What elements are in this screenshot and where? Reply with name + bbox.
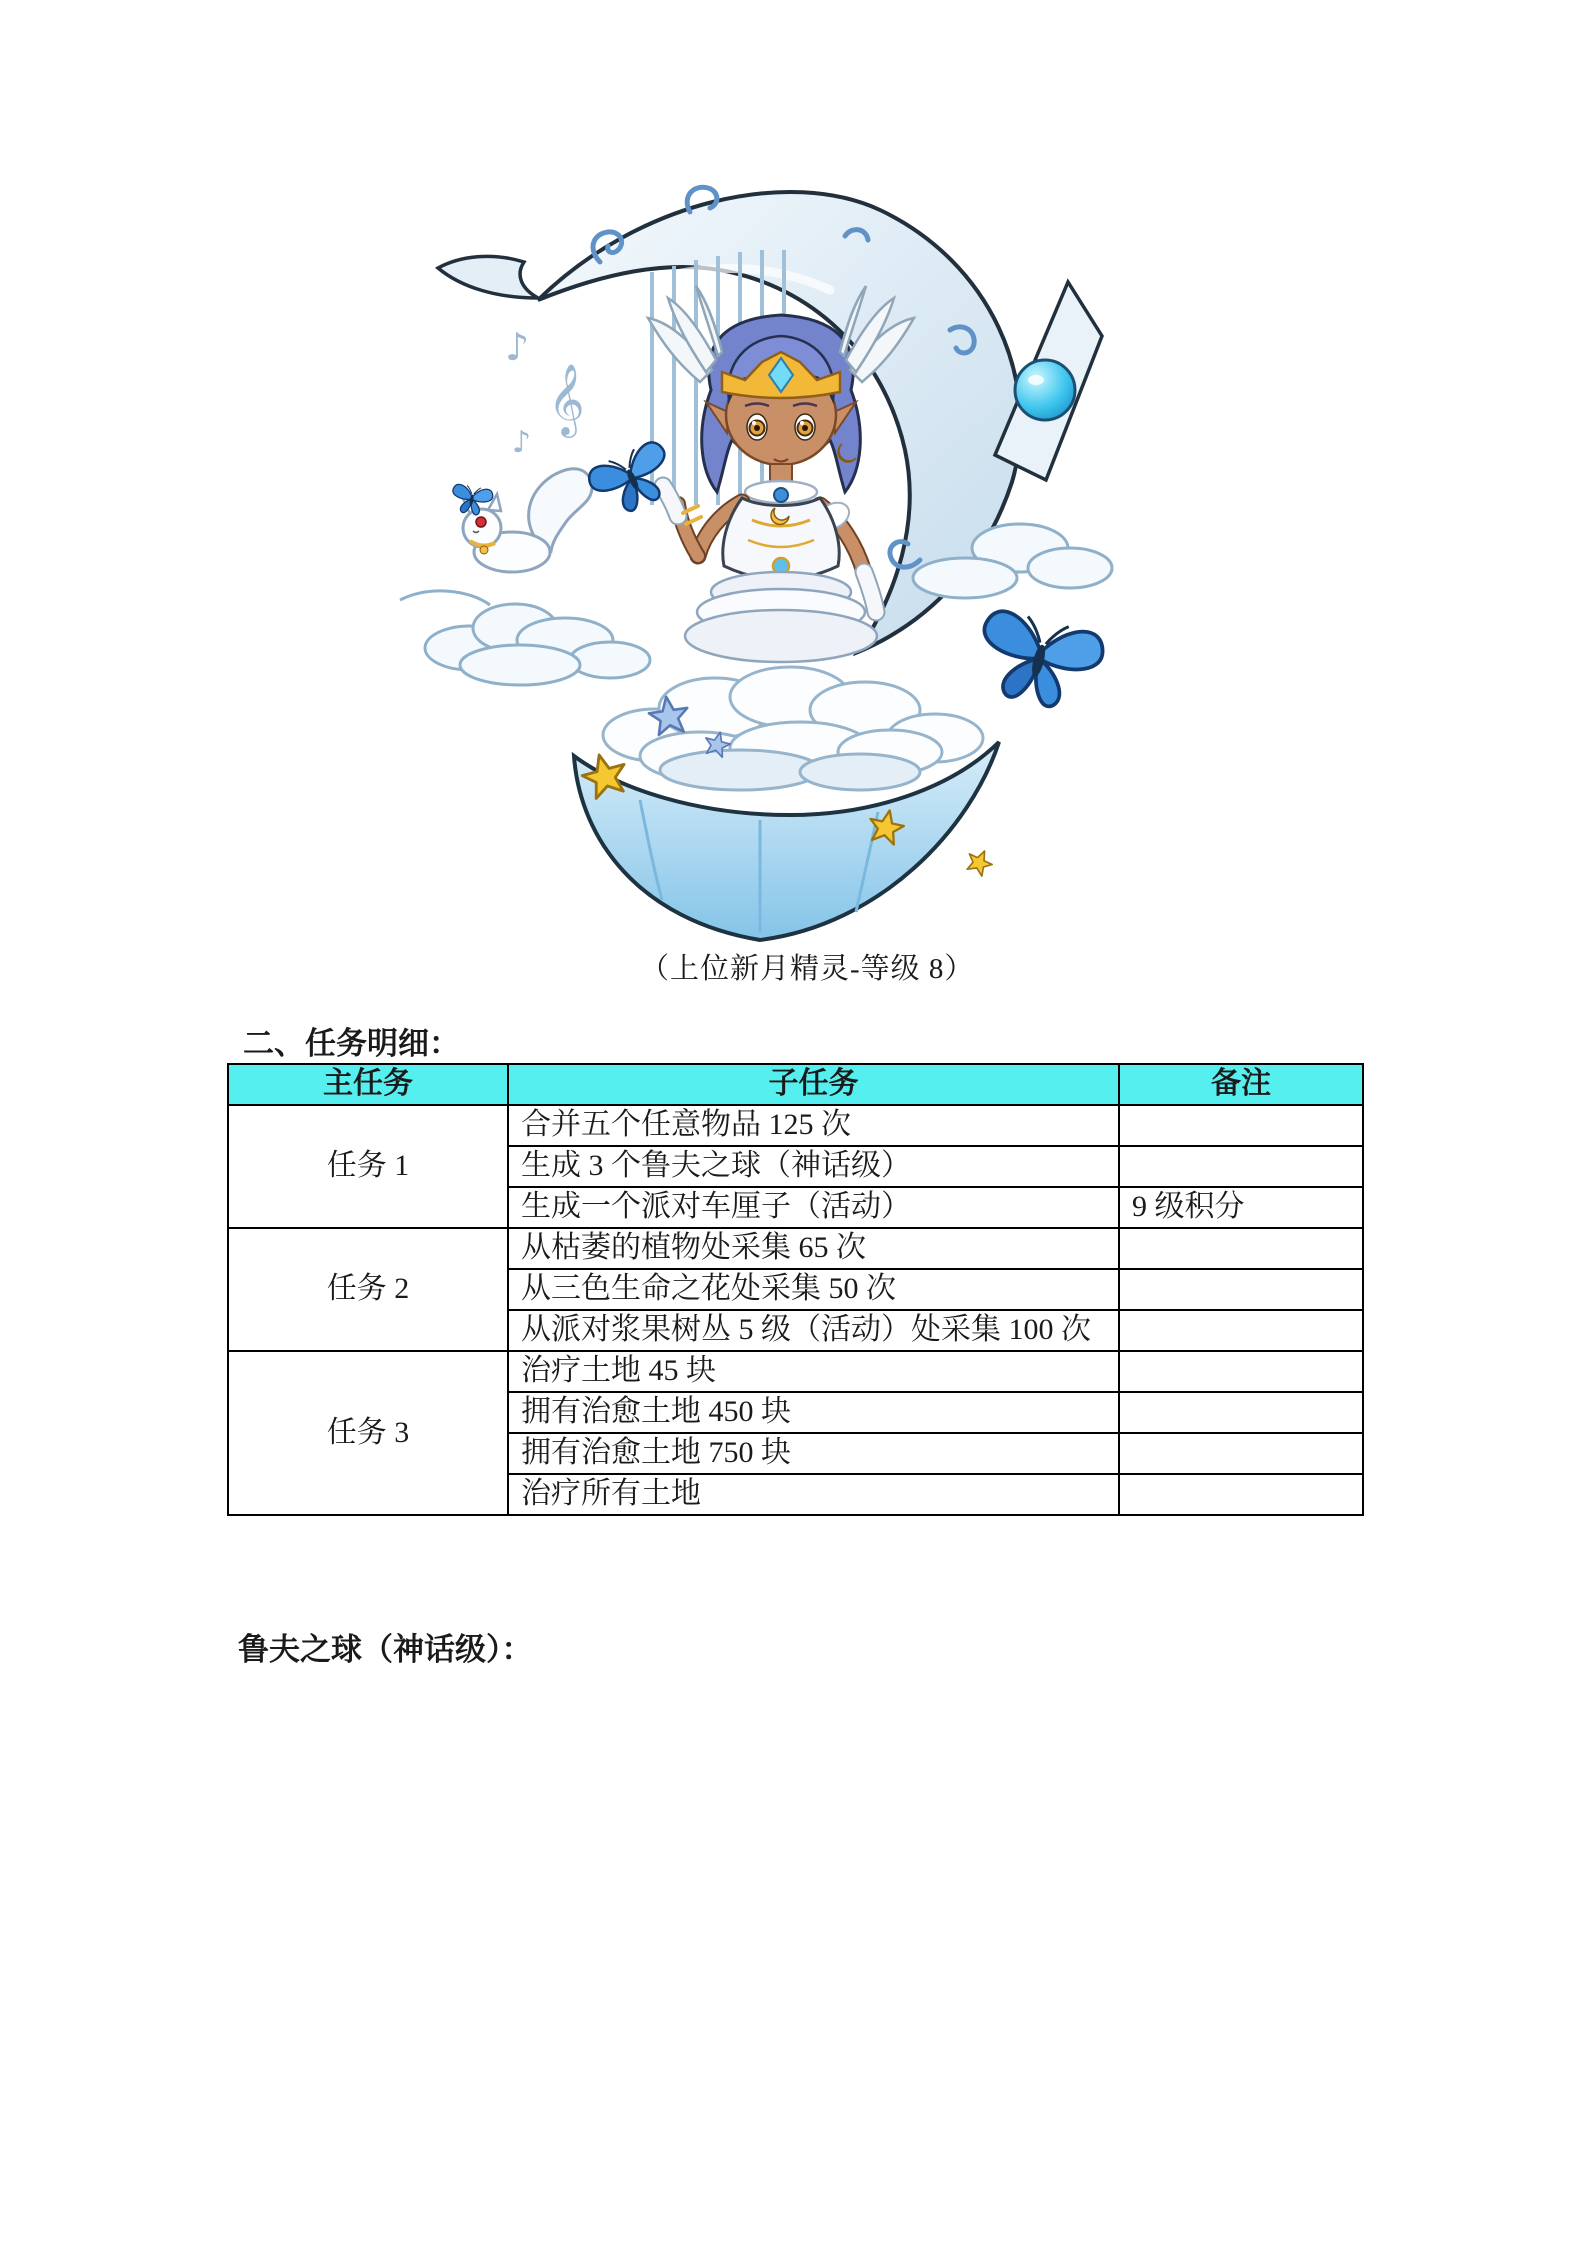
table-cell-note [1119, 1474, 1363, 1515]
treble-clef-icon: 𝄞 [548, 362, 585, 435]
table-row [228, 1228, 1363, 1269]
character-illustration [310, 150, 1120, 950]
table-cell-subtask: 拥有治愈土地 450 块 [508, 1392, 1119, 1433]
table-header-row [228, 1064, 1363, 1105]
section-heading: 二、任务明细： [243, 1026, 460, 1061]
table-cell-note [1119, 1351, 1363, 1392]
table-row [228, 1105, 1363, 1146]
fairy-character [648, 286, 914, 662]
table-header-main-task: 主任务 [228, 1064, 508, 1105]
music-note-icon: ♪ [512, 425, 532, 460]
table-cell-note [1119, 1310, 1363, 1351]
table-cell-subtask: 生成 3 个鲁夫之球（神话级） [508, 1146, 1119, 1187]
gold-star-icon [963, 846, 996, 878]
table-row [228, 1351, 1363, 1392]
cloud-left [400, 591, 650, 685]
table-cell-subtask: 拥有治愈土地 750 块 [508, 1433, 1119, 1474]
table-cell-main-task: 任务 1 [228, 1105, 508, 1228]
table-cell-subtask: 治疗所有土地 [508, 1474, 1119, 1515]
table-cell-main-task: 任务 3 [228, 1351, 508, 1515]
table-cell-note [1119, 1392, 1363, 1433]
music-note-icon: ♪ [505, 325, 530, 369]
music-notes [505, 325, 585, 460]
choker-gem-icon [774, 488, 788, 502]
table-cell-subtask: 治疗土地 45 块 [508, 1351, 1119, 1392]
table-cell-subtask: 从三色生命之花处采集 50 次 [508, 1269, 1119, 1310]
table-header-subtask: 子任务 [508, 1064, 1119, 1105]
table-cell-main-task: 任务 2 [228, 1228, 508, 1351]
dress-skirt [685, 572, 877, 662]
footer-heading: 鲁夫之球（神话级）： [238, 1632, 533, 1667]
cat-companion-icon [462, 469, 592, 572]
table-cell-subtask: 合并五个任意物品 125 次 [508, 1105, 1119, 1146]
table-cell-subtask: 从枯萎的植物处采集 65 次 [508, 1228, 1119, 1269]
table-header-note: 备注 [1119, 1064, 1363, 1105]
table-cell-note [1119, 1105, 1363, 1146]
table-cell-note [1119, 1228, 1363, 1269]
task-table [227, 1063, 1364, 1516]
butterfly-right-icon [970, 607, 1107, 716]
table-cell-subtask: 从派对浆果树丛 5 级（活动）处采集 100 次 [508, 1310, 1119, 1351]
table-cell-subtask: 生成一个派对车厘子（活动） [508, 1187, 1119, 1228]
image-caption: （上位新月精灵-等级 8） [640, 953, 975, 985]
table-cell-note [1119, 1433, 1363, 1474]
table-cell-note [1119, 1269, 1363, 1310]
task-table-body [228, 1105, 1363, 1515]
table-cell-note: 9 级积分 [1119, 1187, 1363, 1228]
table-cell-note [1119, 1146, 1363, 1187]
